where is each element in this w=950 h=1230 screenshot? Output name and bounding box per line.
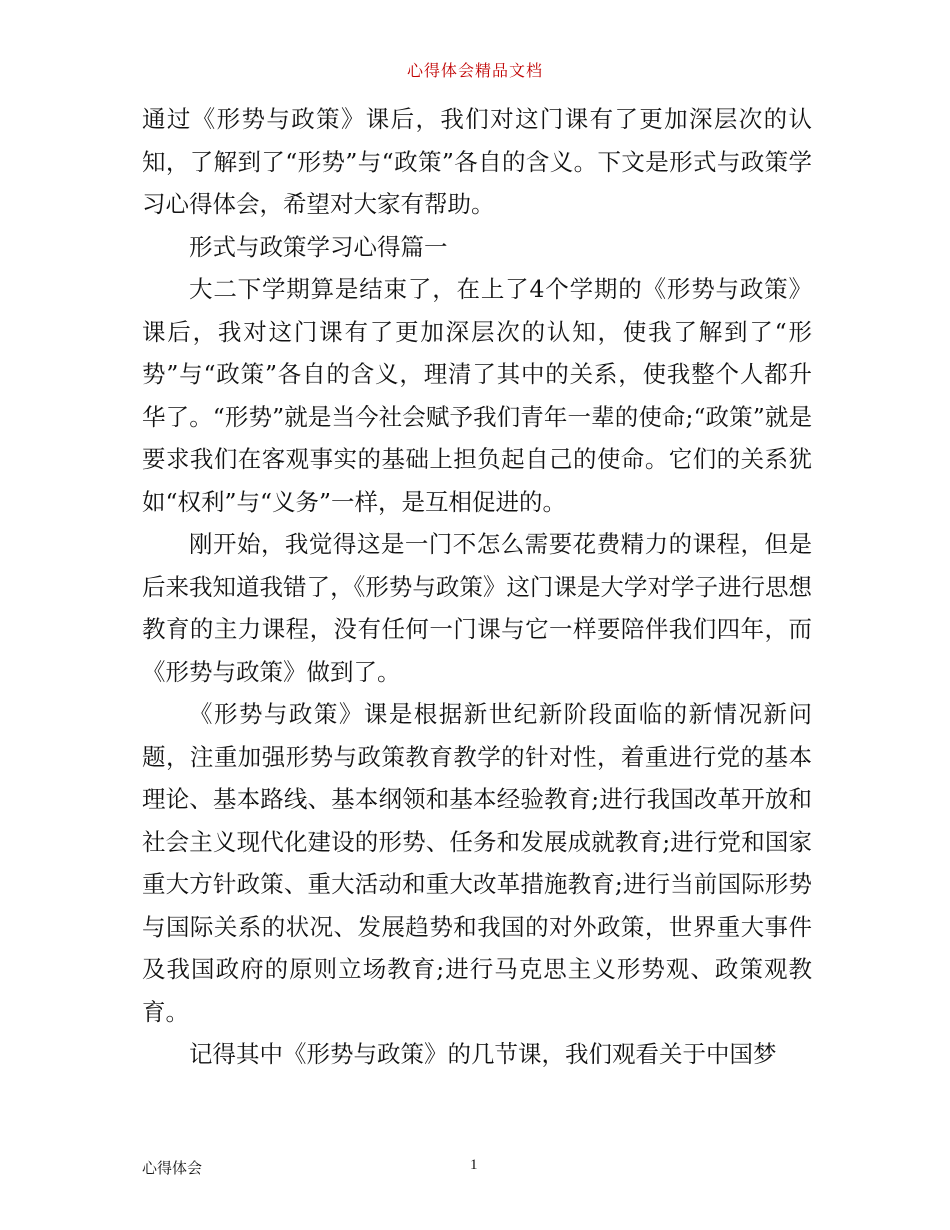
paragraph-3: 《形势与政策》课是根据新世纪新阶段面临的新情况新问题，注重加强形势与政策教育教学的针对性，着重进行党的基本理论、基本路线、基本纲领和基本经验教育;进行我国改革开放和社会主义现代化建设的形势、任务和发展成就教育;进行党和国家重大方针政策、重大活动和重大改革措施教育;进行当前国际形势与国际关系的状况、发展趋势和我国的对外政策，世界重大事件及我国政府的原则立场教育;进行马克思主义形势观、政策观教育。 <box>142 700 812 1026</box>
paragraph-intro: 通过《形势与政策》课后，我们对这门课有了更加深层次的认知，了解到了“形势”与“政策”各自的含义。下文是形式与政策学习心得体会，希望对大家有帮助。 <box>142 105 812 218</box>
paragraph-1: 大二下学期算是结束了，在上了4个学期的《形势与政策》课后，我对这门课有了更加深层次的认知，使我了解到了“形势”与“政策”各自的含义，理清了其中的关系，使我整个人都升华了。“形势”就是当今社会赋予我们青年一辈的使命;“政策”就是要求我们在客观事实的基础上担负起自己的使命。它们的关系犹如“权利”与“义务”一样，是互相促进的。 <box>142 275 812 516</box>
document-body <box>142 98 812 1076</box>
paragraph-4: 记得其中《形势与政策》的几节课，我们观看关于中国梦 <box>189 1040 777 1068</box>
page-number: 1 <box>470 1157 478 1173</box>
paragraph-2: 刚开始，我觉得这是一门不怎么需要花费精力的课程，但是后来我知道我错了，《形势与政策》这门课是大学对学子进行思想教育的主力课程，没有任何一门课与它一样要陪伴我们四年，而《形势与政策》做到了。 <box>142 530 812 686</box>
page-header: 心得体会精品文档 <box>406 61 543 80</box>
page-footer <box>142 1157 812 1179</box>
footer-label: 心得体会 <box>142 1159 203 1177</box>
section-heading: 形式与政策学习心得篇一 <box>189 232 448 261</box>
